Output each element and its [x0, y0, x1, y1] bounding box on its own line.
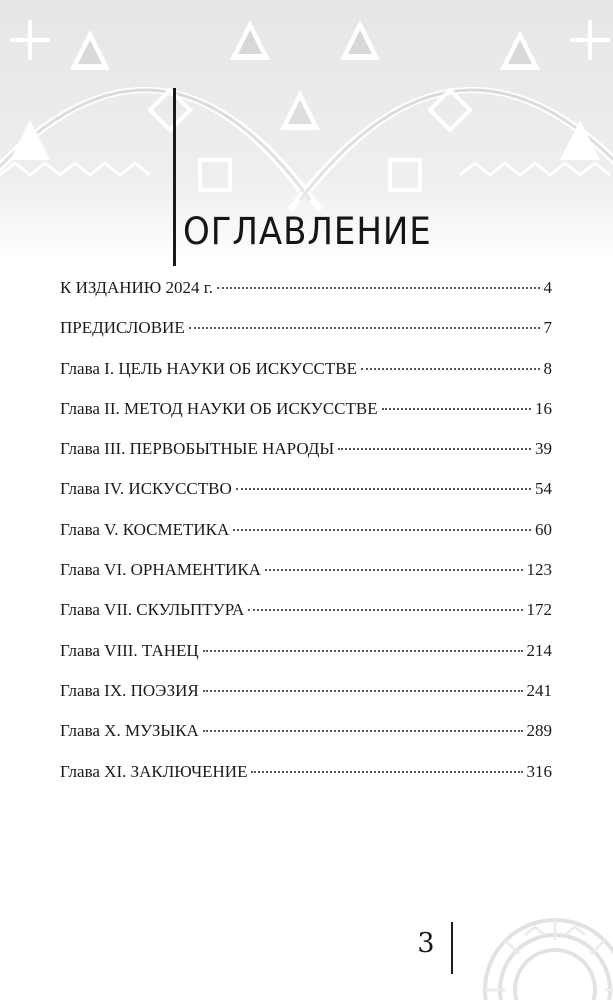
toc-entry-title: Глава VII. СКУЛЬПТУРА	[60, 600, 245, 620]
toc-entry-page: 39	[535, 439, 552, 459]
ornament-rosette-icon	[465, 895, 613, 1000]
toc-entry-title: Глава IV. ИСКУССТВО	[60, 479, 232, 499]
toc-entry[interactable]	[60, 520, 552, 560]
toc-entry[interactable]	[60, 681, 552, 721]
toc-entry[interactable]	[60, 641, 552, 681]
toc-entry-page: 241	[526, 680, 552, 700]
toc-dot-leader	[203, 690, 523, 692]
toc-entry-title: Глава XI. ЗАКЛЮЧЕНИЕ	[60, 761, 248, 781]
toc-dot-leader	[203, 730, 523, 732]
toc-dot-leader	[217, 287, 539, 289]
toc-entry-page: 123	[526, 560, 552, 580]
toc-entry-page: 54	[535, 479, 552, 499]
toc-dot-leader	[338, 448, 531, 450]
toc-entry[interactable]	[60, 721, 552, 761]
bottom-ornament	[465, 895, 613, 1000]
toc-entry-page: 8	[543, 358, 552, 378]
title-vertical-rule	[173, 88, 176, 266]
toc-entry-page: 4	[543, 278, 552, 297]
toc-entry-title: Глава VIII. ТАНЕЦ	[60, 640, 199, 660]
toc-dot-leader	[361, 368, 539, 370]
toc-entry-title: Глава I. ЦЕЛЬ НАУКИ ОБ ИСКУССТВЕ	[60, 358, 358, 378]
toc-dot-leader	[382, 408, 531, 410]
toc-dot-leader	[251, 771, 522, 773]
toc-entry-page: 316	[526, 761, 552, 781]
toc-dot-leader	[203, 650, 523, 652]
page-number: 3	[417, 928, 435, 959]
toc-entry[interactable]	[60, 439, 552, 479]
toc-entry-page: 289	[526, 721, 552, 741]
page-number-rule	[451, 922, 453, 974]
toc-entry-page: 214	[526, 640, 552, 660]
toc-entry[interactable]	[60, 399, 552, 439]
toc-entry-page: 60	[535, 519, 552, 539]
toc-dot-leader	[189, 327, 540, 329]
toc-entry-title: К ИЗДАНИЮ 2024 г.	[60, 278, 214, 297]
page-title: ОГЛАВЛЕНИЕ	[183, 210, 432, 253]
toc-entry[interactable]	[60, 318, 552, 358]
toc-entry[interactable]	[60, 359, 552, 399]
toc-dot-leader	[265, 569, 523, 571]
toc-entry-title: Глава II. МЕТОД НАУКИ ОБ ИСКУССТВЕ	[60, 398, 378, 418]
toc-dot-leader	[248, 609, 522, 611]
toc-entry-title: ПРЕДИСЛОВИЕ	[60, 318, 185, 338]
toc-entry[interactable]	[60, 278, 552, 318]
toc-entry[interactable]	[60, 600, 552, 640]
toc-dot-leader	[233, 529, 531, 531]
toc-entry[interactable]	[60, 479, 552, 519]
toc-entry-page: 7	[543, 318, 552, 338]
toc-entry-title: Глава III. ПЕРВОБЫТНЫЕ НАРОДЫ	[60, 439, 335, 459]
toc-entry-title: Глава VI. ОРНАМЕНТИКА	[60, 560, 261, 580]
toc-entry-title: Глава X. МУЗЫКА	[60, 721, 199, 741]
table-of-contents	[60, 278, 552, 802]
toc-entry-title: Глава V. КОСМЕТИКА	[60, 519, 230, 539]
toc-dot-leader	[236, 488, 531, 490]
toc-entry[interactable]	[60, 560, 552, 600]
toc-entry-title: Глава IX. ПОЭЗИЯ	[60, 680, 199, 700]
toc-entry-page: 172	[526, 600, 552, 620]
toc-entry[interactable]	[60, 762, 552, 802]
toc-entry-page: 16	[535, 398, 552, 418]
